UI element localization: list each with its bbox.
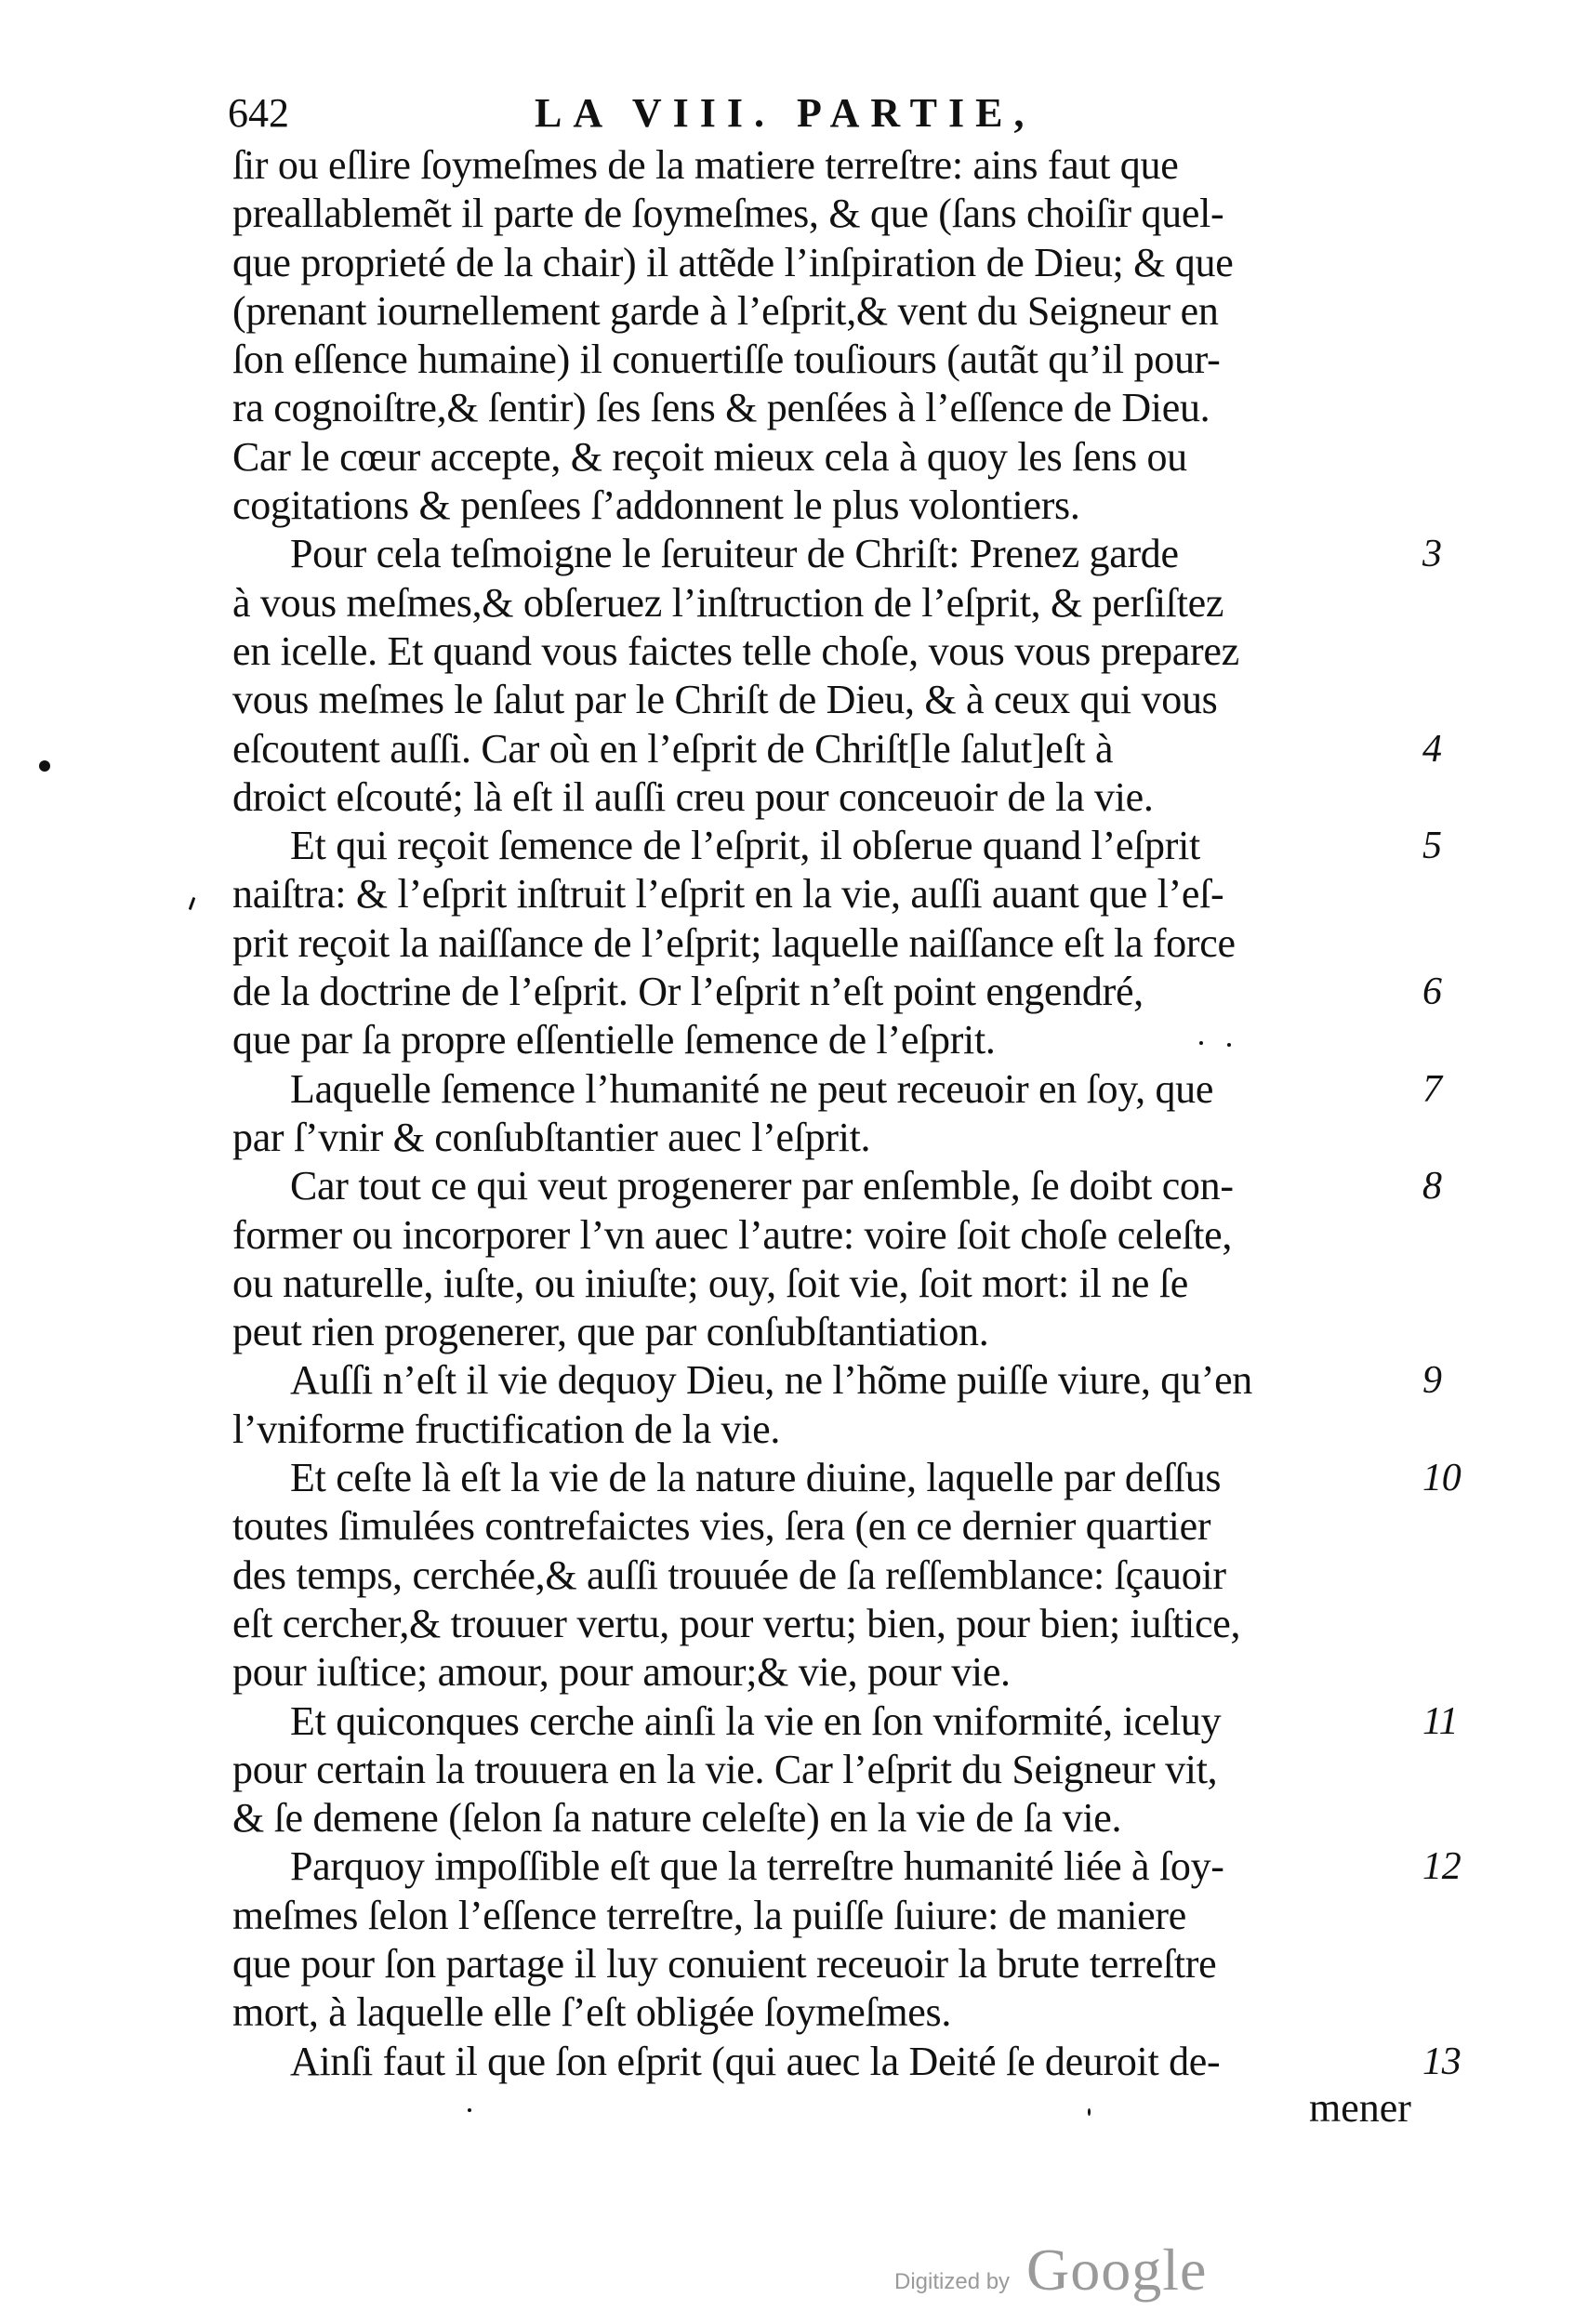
text-line: [232, 1356, 1442, 1405]
digitization-footer: [894, 2236, 1266, 2301]
line-text: vous meſmes le ſalut par le Chriſt de Dieu, & à ceux qui vous: [232, 677, 1218, 723]
text-line: [232, 1454, 1461, 1502]
text-line: [232, 1162, 1442, 1210]
text-line: [232, 1697, 1459, 1746]
text-line: [232, 1502, 1422, 1551]
scan-speck: [1199, 1041, 1203, 1045]
line-text: ra cognoiſtre,& ſentir) ſes ſens & penſées à l’eſſence de Dieu.: [232, 385, 1210, 431]
line-text: & ſe demene (ſelon ſa nature celeſte) en la vie de ſa vie.: [232, 1795, 1122, 1842]
line-text: droict eſcouté; là eſt il auſſi creu pour conceuoir de la vie.: [232, 773, 1154, 820]
page-header: [228, 86, 1436, 141]
catchword: mener: [1309, 2085, 1411, 2131]
verse-number: 11: [1422, 1699, 1459, 1743]
line-text: à vous meſmes,& obſeruez l’inſtruction de l’eſprit, & perſiſtez: [232, 579, 1224, 626]
text-line: [232, 1260, 1422, 1308]
verse-number: 4: [1422, 727, 1442, 771]
line-text: des temps, cerchée,& auſſi trouuée de ſa reſſemblance: ſçauoir: [232, 1552, 1226, 1598]
line-text: cogitations & penſees ſ’addonnent le plus volontiers.: [232, 482, 1080, 529]
text-line: [232, 676, 1422, 724]
line-text: ſir ou eſlire ſoymeſmes de la matiere terreſtre: ains faut que: [232, 142, 1179, 188]
verse-number: 5: [1422, 825, 1442, 868]
line-text: peut rien progenerer, que par conſubſtantiation.: [232, 1309, 989, 1355]
line-text: (prenant iournellement garde à l’eſprit,& vent du Seigneur en: [232, 287, 1219, 334]
verse-number: 8: [1422, 1165, 1442, 1208]
verse-number: 9: [1422, 1359, 1442, 1403]
text-line: [232, 1065, 1442, 1114]
line-text: que pour ſon partage il luy conuient receuoir la brute terreſtre: [232, 1940, 1217, 1987]
line-text: naiſtra: & l’eſprit inſtruit l’eſprit en la vie, auſſi auant que l’eſ-: [232, 871, 1224, 918]
line-text: Parquoy impoſſible eſt que la terreſtre humanité liée à ſoy-: [290, 1843, 1224, 1890]
line-text: ſon eſſence humaine) il conuertiſſe touſiours (autãt qu’il pour-: [232, 337, 1221, 383]
text-line: [232, 1016, 1422, 1064]
line-text: prit reçoit la naiſſance de l’eſprit; laquelle naiſſance eſt la force: [232, 919, 1236, 966]
line-text: Et qui reçoit ſemence de l’eſprit, il obſerue quand l’eſprit: [290, 823, 1200, 869]
verse-number: 3: [1422, 533, 1442, 576]
line-text: meſmes ſelon l’eſſence terreſtre, la puiſſe ſuiure: de maniere: [232, 1892, 1186, 1938]
line-text: eſt cercher,& trouuer vertu, pour vertu; bien, pour bien; iuſtice,: [232, 1600, 1241, 1646]
scan-speck: [1227, 1043, 1231, 1047]
text-line: [232, 239, 1422, 287]
line-text: former ou incorporer l’vn auec l’autre: voire ſoit choſe celeſte,: [232, 1211, 1233, 1258]
verse-number: 12: [1422, 1845, 1461, 1889]
verse-number: 10: [1422, 1457, 1461, 1500]
text-line: [232, 1552, 1422, 1600]
line-text: ou naturelle, iuſte, ou iniuſte; ouy, ſoit vie, ſoit mort: il ne ſe: [232, 1260, 1188, 1306]
text-line: [232, 530, 1442, 578]
scan-speck: [1088, 2108, 1091, 2116]
line-text: que proprieté de la chair) il attẽde l’inſpiration de Dieu; & que: [232, 239, 1234, 285]
scan-speck: [189, 897, 196, 910]
line-text: pour certain la trouuera en la vie. Car l’eſprit du Seigneur vit,: [232, 1746, 1218, 1792]
body-text: [232, 141, 1461, 2086]
text-line: [232, 870, 1422, 918]
line-text: Car tout ce qui veut progenerer par enſemble, ſe doibt con-: [290, 1163, 1234, 1209]
line-text: Laquelle ſemence l’humanité ne peut receuoir en ſoy, que: [290, 1065, 1214, 1112]
scan-speck: [39, 760, 50, 772]
text-line: [232, 287, 1422, 336]
line-text: toutes ſimulées contrefaictes vies, ſera (en ce dernier quartier: [232, 1503, 1211, 1550]
text-line: [232, 1892, 1422, 1940]
text-line: [232, 627, 1422, 676]
verse-number: 13: [1422, 2040, 1461, 2083]
line-text: Ainſi faut il que ſon eſprit (qui auec la Deité ſe deuroit de-: [290, 2038, 1221, 2084]
verse-number: 6: [1422, 971, 1442, 1014]
text-line: [232, 1308, 1422, 1356]
line-text: Et quiconques cerche ainſi la vie en ſon vniformité, iceluy: [290, 1697, 1222, 1744]
line-text: que par ſa propre eſſentielle ſemence de l’eſprit.: [232, 1017, 996, 1063]
line-text: pour iuſtice; amour, pour amour;& vie, pour vie.: [232, 1649, 1011, 1696]
line-text: en icelle. Et quand vous faictes telle choſe, vous vous preparez: [232, 627, 1239, 674]
text-line: [232, 773, 1422, 822]
text-line: [232, 1794, 1422, 1842]
text-line: [232, 433, 1422, 482]
page-number: 642: [228, 90, 289, 136]
google-logo: Google: [1026, 2237, 1208, 2303]
line-text: de la doctrine de l’eſprit. Or l’eſprit n’eſt point engendré,: [232, 969, 1144, 1015]
line-text: eſcoutent auſſi. Car où en l’eſprit de Chriſt[le ſalut]eſt à: [232, 725, 1114, 772]
text-line: [232, 384, 1422, 432]
line-text: preallablemẽt il parte de ſoymeſmes, & que (ſans choiſir quel-: [232, 191, 1224, 237]
line-text: Et ceſte là eſt la vie de la nature diuine, laquelle par deſſus: [290, 1455, 1222, 1501]
text-line: [232, 1842, 1461, 1891]
text-line: [232, 1746, 1422, 1794]
text-line: [232, 2038, 1461, 2086]
text-line: [232, 1940, 1422, 1988]
line-text: Car le cœur accepte, & reçoit mieux cela à quoy les ſens ou: [232, 433, 1187, 480]
text-line: [232, 1600, 1422, 1648]
text-line: [232, 190, 1422, 238]
scan-speck: [468, 2108, 471, 2112]
text-line: [232, 725, 1442, 773]
text-line: [232, 482, 1422, 530]
line-text: Pour cela teſmoigne le ſeruiteur de Chriſt: Prenez garde: [290, 531, 1179, 577]
line-text: par ſ’vnir & conſubſtantier auec l’eſprit.: [232, 1114, 871, 1160]
line-text: Auſſi n’eſt il vie dequoy Dieu, ne l’hõme puiſſe viure, qu’en: [290, 1357, 1252, 1404]
text-line: [232, 1988, 1422, 2037]
text-line: [232, 919, 1422, 968]
verse-number: 7: [1422, 1067, 1442, 1111]
text-line: [232, 968, 1442, 1016]
line-text: l’vniforme fructification de la vie.: [232, 1406, 781, 1452]
line-text: mort, à laquelle elle ſ’eſt obligée ſoymeſmes.: [232, 1989, 952, 2036]
text-line: [232, 141, 1422, 190]
text-line: [232, 1114, 1422, 1162]
text-line: [232, 1406, 1422, 1454]
text-line: [232, 1211, 1422, 1260]
running-head: LA VIII. PARTIE,: [535, 90, 1036, 136]
digitized-by-label: Digitized by: [894, 2269, 1011, 2294]
text-line: [232, 1648, 1422, 1697]
text-line: [232, 822, 1442, 870]
text-line: [232, 579, 1422, 627]
text-line: [232, 336, 1422, 384]
